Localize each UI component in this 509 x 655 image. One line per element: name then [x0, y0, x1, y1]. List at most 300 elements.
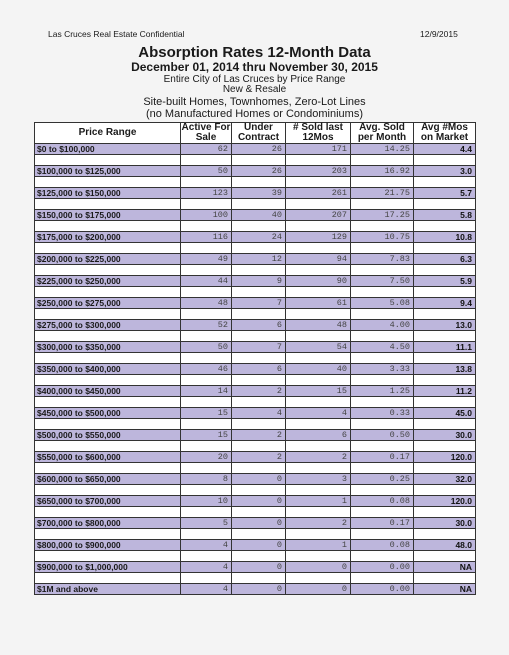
active-cell: 14: [181, 386, 232, 397]
avg-sold-cell: 1.25: [351, 386, 414, 397]
spacer-cell: [286, 331, 351, 342]
spacer-cell: [35, 243, 181, 254]
scope-line: Entire City of Las Cruces by Price Range: [163, 74, 346, 85]
table-row: [35, 342, 476, 353]
price-range-cell: $700,000 to $800,000: [35, 518, 181, 529]
avg-sold-cell: 0.17: [351, 518, 414, 529]
price-range-cell: $125,000 to $150,000: [35, 188, 181, 199]
spacer-cell: [181, 551, 232, 562]
page-title: Absorption Rates 12-Month Data: [138, 44, 371, 61]
spacer-cell: [35, 221, 181, 232]
spacer-cell: [181, 287, 232, 298]
avg-mos-cell: 45.0: [414, 408, 476, 419]
spacer-cell: [232, 507, 286, 518]
spacer-cell: [351, 485, 414, 496]
price-range-cell: $200,000 to $225,000: [35, 254, 181, 265]
table-row: [35, 408, 476, 419]
price-range-cell: $600,000 to $650,000: [35, 474, 181, 485]
sold-cell: 15: [286, 386, 351, 397]
spacer-cell: [351, 265, 414, 276]
spacer-cell: [232, 243, 286, 254]
avg-sold-cell: 7.83: [351, 254, 414, 265]
active-cell: 5: [181, 518, 232, 529]
active-cell: 10: [181, 496, 232, 507]
under-contract-cell: 2: [232, 386, 286, 397]
sold-cell: 0: [286, 584, 351, 595]
spacer-cell: [181, 419, 232, 430]
spacer-cell: [232, 419, 286, 430]
spacer-cell: [351, 397, 414, 408]
price-range-cell: $450,000 to $500,000: [35, 408, 181, 419]
spacer-cell: [414, 265, 476, 276]
spacer-cell: [286, 243, 351, 254]
avg-mos-cell: NA: [414, 562, 476, 573]
table-row: [35, 232, 476, 243]
active-cell: 48: [181, 298, 232, 309]
spacer-cell: [232, 353, 286, 364]
spacer-cell: [286, 221, 351, 232]
spacer-cell: [351, 221, 414, 232]
spacer-cell: [414, 331, 476, 342]
spacer-cell: [35, 155, 181, 166]
spacer-cell: [181, 507, 232, 518]
spacer-cell: [232, 441, 286, 452]
sold-cell: 4: [286, 408, 351, 419]
col-header-active: Active For Sale: [181, 122, 231, 143]
row-spacer: [35, 221, 476, 232]
row-spacer: [35, 397, 476, 408]
row-spacer: [35, 573, 476, 584]
avg-mos-cell: 30.0: [414, 430, 476, 441]
spacer-cell: [35, 551, 181, 562]
avg-sold-cell: 5.08: [351, 298, 414, 309]
spacer-cell: [181, 243, 232, 254]
row-spacer: [35, 353, 476, 364]
absorption-table: [34, 122, 476, 595]
table-row: [35, 210, 476, 221]
sold-cell: 6: [286, 430, 351, 441]
spacer-cell: [181, 375, 232, 386]
row-spacer: [35, 265, 476, 276]
avg-mos-cell: 11.1: [414, 342, 476, 353]
spacer-cell: [286, 375, 351, 386]
spacer-cell: [35, 441, 181, 452]
row-spacer: [35, 463, 476, 474]
spacer-cell: [232, 375, 286, 386]
spacer-cell: [414, 243, 476, 254]
price-range-cell: $500,000 to $550,000: [35, 430, 181, 441]
spacer-cell: [414, 551, 476, 562]
avg-mos-cell: 6.3: [414, 254, 476, 265]
under-contract-cell: 6: [232, 364, 286, 375]
under-contract-cell: 26: [232, 166, 286, 177]
avg-sold-cell: 17.25: [351, 210, 414, 221]
spacer-cell: [35, 419, 181, 430]
row-spacer: [35, 507, 476, 518]
row-spacer: [35, 243, 476, 254]
row-spacer: [35, 441, 476, 452]
sold-cell: 129: [286, 232, 351, 243]
under-contract-cell: 39: [232, 188, 286, 199]
exclusions-line: (no Manufactured Homes or Condominiums): [145, 108, 364, 120]
spacer-cell: [35, 265, 181, 276]
table-row: [35, 144, 476, 155]
sold-cell: 2: [286, 452, 351, 463]
avg-sold-cell: 0.25: [351, 474, 414, 485]
avg-sold-cell: 0.17: [351, 452, 414, 463]
spacer-cell: [35, 375, 181, 386]
table-row: [35, 254, 476, 265]
avg-mos-cell: 4.4: [414, 144, 476, 155]
spacer-cell: [351, 463, 414, 474]
sold-cell: 207: [286, 210, 351, 221]
table-row: [35, 298, 476, 309]
table-row: [35, 276, 476, 287]
avg-mos-cell: 120.0: [414, 452, 476, 463]
spacer-cell: [286, 353, 351, 364]
spacer-cell: [351, 441, 414, 452]
price-range-cell: $650,000 to $700,000: [35, 496, 181, 507]
under-contract-cell: 7: [232, 342, 286, 353]
spacer-cell: [181, 155, 232, 166]
active-cell: 15: [181, 408, 232, 419]
spacer-cell: [181, 441, 232, 452]
under-contract-cell: 9: [232, 276, 286, 287]
spacer-cell: [35, 485, 181, 496]
active-cell: 15: [181, 430, 232, 441]
row-spacer: [35, 375, 476, 386]
row-spacer: [35, 419, 476, 430]
row-spacer: [35, 287, 476, 298]
spacer-cell: [35, 309, 181, 320]
avg-mos-cell: 13.8: [414, 364, 476, 375]
price-range-cell: $150,000 to $175,000: [35, 210, 181, 221]
sold-cell: 54: [286, 342, 351, 353]
active-cell: 4: [181, 540, 232, 551]
spacer-cell: [181, 463, 232, 474]
spacer-cell: [286, 551, 351, 562]
table-row: [35, 584, 476, 595]
under-contract-cell: 2: [232, 452, 286, 463]
avg-sold-cell: 0.00: [351, 584, 414, 595]
spacer-cell: [181, 221, 232, 232]
spacer-cell: [35, 507, 181, 518]
spacer-cell: [232, 573, 286, 584]
spacer-cell: [35, 573, 181, 584]
spacer-cell: [351, 507, 414, 518]
spacer-cell: [232, 177, 286, 188]
active-cell: 52: [181, 320, 232, 331]
price-range-cell: $550,000 to $600,000: [35, 452, 181, 463]
under-contract-cell: 0: [232, 540, 286, 551]
row-spacer: [35, 485, 476, 496]
sold-cell: 94: [286, 254, 351, 265]
sold-cell: 171: [286, 144, 351, 155]
spacer-cell: [232, 155, 286, 166]
report-date: 12/9/2015: [420, 29, 458, 39]
spacer-cell: [414, 199, 476, 210]
spacer-cell: [232, 331, 286, 342]
price-range-cell: $350,000 to $400,000: [35, 364, 181, 375]
price-range-cell: $275,000 to $300,000: [35, 320, 181, 331]
active-cell: 4: [181, 584, 232, 595]
spacer-cell: [232, 265, 286, 276]
row-spacer: [35, 177, 476, 188]
avg-mos-cell: 48.0: [414, 540, 476, 551]
spacer-cell: [35, 463, 181, 474]
active-cell: 20: [181, 452, 232, 463]
spacer-cell: [35, 199, 181, 210]
spacer-cell: [351, 419, 414, 430]
avg-sold-cell: 16.92: [351, 166, 414, 177]
spacer-cell: [286, 485, 351, 496]
spacer-cell: [181, 177, 232, 188]
spacer-cell: [286, 397, 351, 408]
spacer-cell: [351, 353, 414, 364]
active-cell: 49: [181, 254, 232, 265]
spacer-cell: [414, 529, 476, 540]
active-cell: 100: [181, 210, 232, 221]
spacer-cell: [414, 573, 476, 584]
spacer-cell: [286, 441, 351, 452]
spacer-cell: [286, 507, 351, 518]
col-header-avg-mos: Avg #Mos on Market: [414, 123, 476, 144]
spacer-cell: [414, 309, 476, 320]
price-range-cell: $800,000 to $900,000: [35, 540, 181, 551]
sold-cell: 1: [286, 540, 351, 551]
spacer-cell: [35, 331, 181, 342]
avg-sold-cell: 21.75: [351, 188, 414, 199]
spacer-cell: [351, 243, 414, 254]
spacer-cell: [286, 309, 351, 320]
price-range-cell: $175,000 to $200,000: [35, 232, 181, 243]
org-header: Las Cruces Real Estate Confidential: [48, 29, 185, 39]
spacer-cell: [181, 265, 232, 276]
spacer-cell: [232, 463, 286, 474]
price-range-cell: $400,000 to $450,000: [35, 386, 181, 397]
active-cell: 8: [181, 474, 232, 485]
active-cell: 50: [181, 166, 232, 177]
row-spacer: [35, 155, 476, 166]
spacer-cell: [286, 199, 351, 210]
spacer-cell: [414, 419, 476, 430]
col-header-avg-sold: Avg. Sold per Month: [351, 123, 414, 144]
under-contract-cell: 6: [232, 320, 286, 331]
spacer-cell: [414, 441, 476, 452]
spacer-cell: [286, 419, 351, 430]
spacer-cell: [232, 485, 286, 496]
col-header-sold: # Sold last 12Mos: [286, 123, 351, 144]
spacer-cell: [232, 287, 286, 298]
avg-sold-cell: 0.50: [351, 430, 414, 441]
col-header-under-contract: Under Contract: [232, 123, 286, 144]
spacer-cell: [351, 375, 414, 386]
avg-mos-cell: 30.0: [414, 518, 476, 529]
table-row: [35, 496, 476, 507]
table-row: [35, 430, 476, 441]
active-cell: 123: [181, 188, 232, 199]
spacer-cell: [181, 573, 232, 584]
spacer-cell: [232, 397, 286, 408]
sold-cell: 0: [286, 562, 351, 573]
spacer-cell: [181, 485, 232, 496]
avg-mos-cell: 11.2: [414, 386, 476, 397]
avg-mos-cell: 10.8: [414, 232, 476, 243]
avg-sold-cell: 7.50: [351, 276, 414, 287]
table-row: [35, 474, 476, 485]
sold-cell: 40: [286, 364, 351, 375]
under-contract-cell: 26: [232, 144, 286, 155]
avg-sold-cell: 0.00: [351, 562, 414, 573]
sold-cell: 90: [286, 276, 351, 287]
row-spacer: [35, 309, 476, 320]
date-range: December 01, 2014 thru November 30, 2015: [131, 60, 378, 74]
avg-mos-cell: 120.0: [414, 496, 476, 507]
avg-sold-cell: 14.25: [351, 144, 414, 155]
avg-mos-cell: 5.8: [414, 210, 476, 221]
avg-sold-cell: 0.33: [351, 408, 414, 419]
spacer-cell: [414, 375, 476, 386]
home-types-line: Site-built Homes, Townhomes, Zero-Lot Lines: [143, 96, 366, 108]
sold-cell: 2: [286, 518, 351, 529]
sold-cell: 3: [286, 474, 351, 485]
table-row: [35, 320, 476, 331]
spacer-cell: [286, 573, 351, 584]
spacer-cell: [181, 331, 232, 342]
spacer-cell: [35, 353, 181, 364]
avg-sold-cell: 10.75: [351, 232, 414, 243]
avg-mos-cell: 3.0: [414, 166, 476, 177]
under-contract-cell: 0: [232, 496, 286, 507]
spacer-cell: [232, 221, 286, 232]
spacer-cell: [351, 529, 414, 540]
spacer-cell: [35, 529, 181, 540]
price-range-cell: $300,000 to $350,000: [35, 342, 181, 353]
avg-mos-cell: 5.9: [414, 276, 476, 287]
price-range-cell: $1M and above: [35, 584, 181, 595]
price-range-cell: $225,000 to $250,000: [35, 276, 181, 287]
active-cell: 62: [181, 144, 232, 155]
spacer-cell: [414, 177, 476, 188]
row-spacer: [35, 199, 476, 210]
active-cell: 4: [181, 562, 232, 573]
table-row: [35, 562, 476, 573]
under-contract-cell: 40: [232, 210, 286, 221]
avg-sold-cell: 4.50: [351, 342, 414, 353]
spacer-cell: [414, 397, 476, 408]
spacer-cell: [232, 551, 286, 562]
avg-sold-cell: 0.08: [351, 496, 414, 507]
spacer-cell: [35, 177, 181, 188]
spacer-cell: [351, 551, 414, 562]
spacer-cell: [181, 397, 232, 408]
spacer-cell: [414, 155, 476, 166]
spacer-cell: [286, 265, 351, 276]
table-header-row: [35, 123, 476, 144]
spacer-cell: [232, 199, 286, 210]
spacer-cell: [181, 529, 232, 540]
spacer-cell: [414, 221, 476, 232]
avg-sold-cell: 4.00: [351, 320, 414, 331]
spacer-cell: [414, 507, 476, 518]
spacer-cell: [351, 199, 414, 210]
spacer-cell: [414, 485, 476, 496]
sold-cell: 261: [286, 188, 351, 199]
spacer-cell: [414, 287, 476, 298]
under-contract-cell: 0: [232, 584, 286, 595]
spacer-cell: [286, 155, 351, 166]
active-cell: 44: [181, 276, 232, 287]
active-cell: 46: [181, 364, 232, 375]
sold-cell: 203: [286, 166, 351, 177]
spacer-cell: [286, 529, 351, 540]
row-spacer: [35, 551, 476, 562]
table-row: [35, 166, 476, 177]
col-header-price-range: Price Range: [35, 123, 181, 144]
under-contract-cell: 0: [232, 474, 286, 485]
active-cell: 50: [181, 342, 232, 353]
row-spacer: [35, 529, 476, 540]
spacer-cell: [351, 331, 414, 342]
price-range-cell: $100,000 to $125,000: [35, 166, 181, 177]
table-row: [35, 386, 476, 397]
price-range-cell: $250,000 to $275,000: [35, 298, 181, 309]
avg-mos-cell: 32.0: [414, 474, 476, 485]
table-row: [35, 518, 476, 529]
sold-cell: 61: [286, 298, 351, 309]
under-contract-cell: 12: [232, 254, 286, 265]
spacer-cell: [351, 573, 414, 584]
under-contract-cell: 4: [232, 408, 286, 419]
spacer-cell: [35, 397, 181, 408]
spacer-cell: [181, 309, 232, 320]
spacer-cell: [286, 463, 351, 474]
under-contract-cell: 24: [232, 232, 286, 243]
spacer-cell: [351, 287, 414, 298]
avg-mos-cell: NA: [414, 584, 476, 595]
under-contract-cell: 2: [232, 430, 286, 441]
spacer-cell: [181, 199, 232, 210]
spacer-cell: [286, 287, 351, 298]
spacer-cell: [414, 463, 476, 474]
avg-sold-cell: 3.33: [351, 364, 414, 375]
price-range-cell: $0 to $100,000: [35, 144, 181, 155]
spacer-cell: [351, 177, 414, 188]
avg-mos-cell: 9.4: [414, 298, 476, 309]
under-contract-cell: 7: [232, 298, 286, 309]
spacer-cell: [232, 309, 286, 320]
row-spacer: [35, 331, 476, 342]
table-row: [35, 452, 476, 463]
spacer-cell: [286, 177, 351, 188]
avg-mos-cell: 13.0: [414, 320, 476, 331]
sold-cell: 1: [286, 496, 351, 507]
spacer-cell: [181, 353, 232, 364]
table-row: [35, 540, 476, 551]
under-contract-cell: 0: [232, 518, 286, 529]
under-contract-cell: 0: [232, 562, 286, 573]
avg-sold-cell: 0.08: [351, 540, 414, 551]
spacer-cell: [232, 529, 286, 540]
table-row: [35, 364, 476, 375]
spacer-cell: [35, 287, 181, 298]
price-range-cell: $900,000 to $1,000,000: [35, 562, 181, 573]
active-cell: 116: [181, 232, 232, 243]
spacer-cell: [414, 353, 476, 364]
spacer-cell: [351, 309, 414, 320]
avg-mos-cell: 5.7: [414, 188, 476, 199]
table-row: [35, 188, 476, 199]
